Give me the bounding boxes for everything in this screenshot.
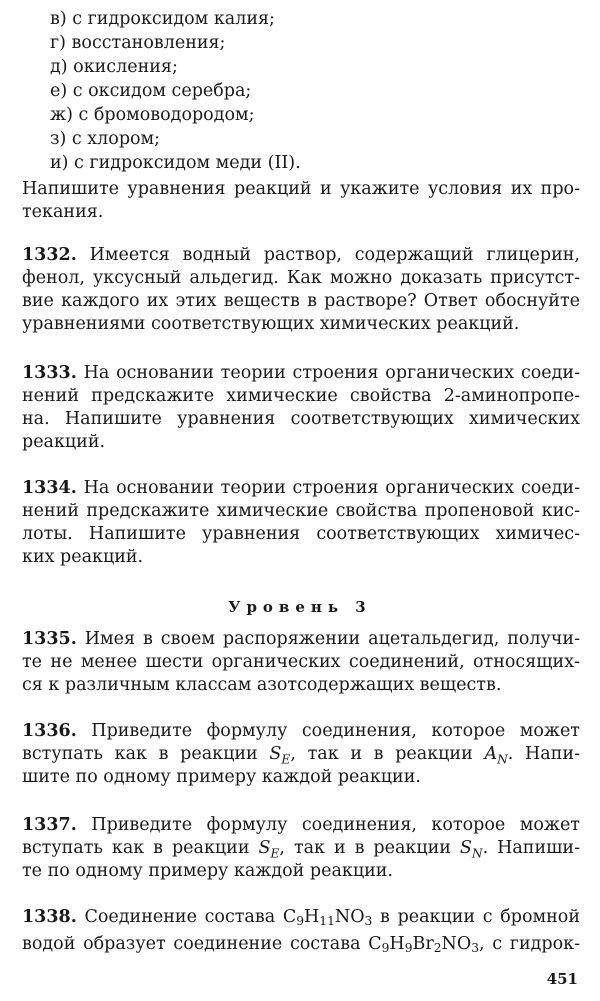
- problem-number: 1336.: [22, 721, 77, 741]
- text-run: вступать как в реакции: [22, 744, 270, 764]
- problem-number: 1332.: [22, 245, 77, 265]
- paragraph-line: ких реакций.: [22, 547, 144, 567]
- paragraph-line: ся к различным классам азотсодержащих веществ.: [22, 675, 502, 695]
- paragraph-line: вие каждого их этих веществ в растворе? Ответ обоснуйте: [22, 291, 580, 311]
- paragraph-line: те не менее шести органических соединений, относящих-: [22, 652, 580, 672]
- formula-subscript: 2: [433, 941, 442, 955]
- list-item: в) с гидроксидом калия;: [50, 9, 275, 29]
- symbol-subscript: E: [270, 846, 280, 861]
- symbol-subscript: N: [497, 752, 508, 767]
- formula-subscript: 9: [296, 914, 305, 928]
- paragraph-line: лоты. Напишите уравнения соответствующих химичес-: [22, 524, 580, 544]
- section-heading: Уровень 3: [228, 598, 372, 616]
- symbol-subscript: E: [281, 752, 291, 767]
- formula-part: NO: [441, 934, 472, 954]
- paragraph-line: Имея в своем распоряжении ацетальдегид, получи-: [76, 629, 580, 649]
- problem-1338: [22, 906, 580, 960]
- paragraph-line: реакций.: [22, 432, 106, 452]
- text-run: водой образует соединение состава C: [22, 934, 382, 954]
- text-run: в реакции с бромной: [372, 907, 580, 927]
- paragraph-line: Приведите формулу соединения, которое может: [76, 815, 580, 835]
- formula-part: H: [389, 934, 405, 954]
- list-item: ж) с бромоводородом;: [50, 105, 255, 125]
- list-item: е) с оксидом серебра;: [50, 81, 252, 101]
- list-item: г) восстановления;: [50, 33, 226, 53]
- formula-part: NO: [334, 907, 365, 927]
- reaction-symbol: [459, 838, 483, 861]
- problem-1336: [22, 720, 580, 789]
- paragraph-line: фенол, уксусный альдегид. Как можно доказать присутст-: [22, 268, 580, 288]
- symbol-letter: S: [269, 744, 282, 764]
- reaction-symbol: [258, 838, 280, 861]
- formula-part: Br: [412, 934, 434, 954]
- formula-subscript: 9: [404, 941, 413, 955]
- list-item: д) окисления;: [50, 57, 178, 77]
- formula-part: H: [304, 907, 320, 927]
- text-run: , так и в реакции: [290, 744, 485, 764]
- symbol-letter: A: [484, 744, 498, 764]
- text-run: . Напиши-: [482, 838, 580, 858]
- paragraph-line: шите по одному примеру каждой реакции.: [22, 767, 421, 787]
- symbol-letter: S: [459, 838, 472, 858]
- problem-1332: [22, 244, 580, 336]
- text-run: . Напи-: [507, 744, 580, 764]
- paragraph-line: [22, 743, 580, 766]
- paragraph-line: Приведите формулу соединения, которое может: [76, 721, 580, 741]
- text-run: , с гидрок-: [478, 934, 580, 954]
- problem-1335: [22, 628, 580, 697]
- paragraph-line: уравнениями соответствующих химических реакций.: [22, 314, 520, 334]
- paragraph-line: Напишите уравнения реакций и укажите условия их про-: [22, 179, 580, 199]
- formula-subscript: 3: [471, 941, 479, 955]
- problem-number: 1334.: [22, 478, 77, 498]
- paragraph-line: На основании теории строения органических соеди-: [76, 363, 580, 383]
- symbol-subscript: N: [471, 846, 483, 861]
- text-run: вступать как в реакции: [22, 838, 259, 858]
- paragraph-line: те по одному примеру каждой реакции.: [22, 861, 393, 881]
- paragraph-line: на. Напишите уравнения соответствующих химических: [22, 409, 580, 429]
- paragraph-line: нений предскажите химические свойства пропеновой кис-: [22, 501, 580, 521]
- formula-subscript: 11: [319, 914, 335, 928]
- list-item: и) с гидроксидом меди (II).: [50, 153, 301, 173]
- page-number: 451: [546, 970, 578, 988]
- formula-subscript: 3: [364, 914, 373, 928]
- paragraph-line: нений предскажите химические свойства 2-аминопропе-: [22, 386, 580, 406]
- paragraph-line: текания.: [22, 202, 104, 222]
- reaction-symbol: [484, 744, 508, 767]
- text-run: Соединение состава C: [76, 907, 297, 927]
- paragraph-line: На основании теории строения органических соеди-: [76, 478, 580, 498]
- instruction-paragraph: [22, 178, 580, 224]
- paragraph-line: Имеется водный раствор, содержащий глицерин,: [76, 245, 580, 265]
- problem-1337: [22, 814, 580, 883]
- problem-1334: [22, 477, 580, 569]
- text-run: , так и в реакции: [279, 838, 460, 858]
- problem-number: 1333.: [22, 363, 77, 383]
- paragraph-line: [22, 837, 580, 860]
- formula-subscript: 9: [381, 941, 390, 955]
- list-item: з) с хлором;: [50, 129, 161, 149]
- problem-number: 1335.: [22, 629, 77, 649]
- symbol-letter: S: [258, 838, 271, 858]
- problem-1333: [22, 362, 580, 454]
- reaction-symbol: [269, 744, 291, 767]
- problem-number: 1337.: [22, 815, 77, 835]
- problem-number: 1338.: [22, 907, 77, 927]
